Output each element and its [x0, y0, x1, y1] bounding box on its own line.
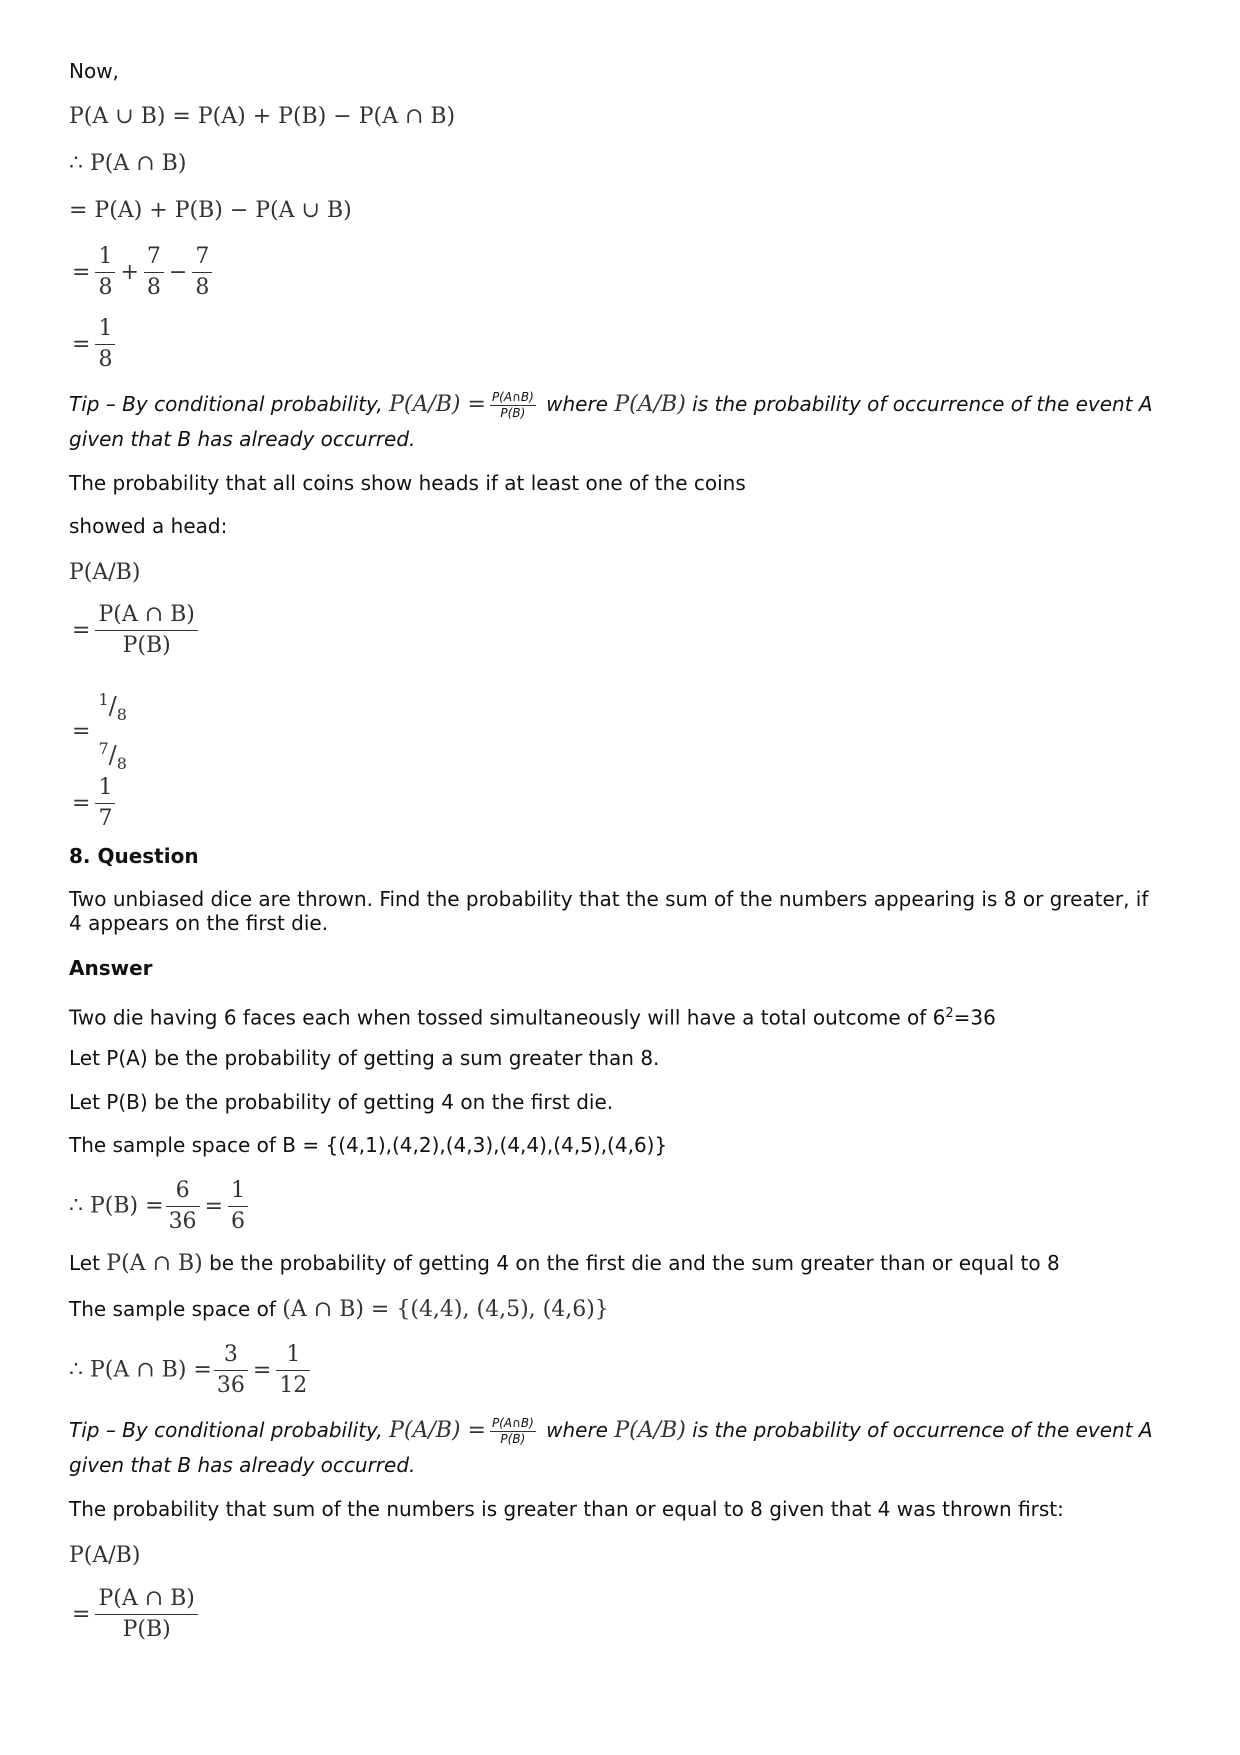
pa-definition: Let P(A) be the probability of getting a sum greater than 8. [69, 1046, 660, 1070]
tip-line-2: given that B has already occurred. [69, 427, 416, 451]
fraction: $\frac{1}{7}$ [95, 773, 115, 834]
sample-space-intersection: The sample space of (A ∩ B) = {(4,4), (4,5), (4,6)} [69, 1297, 609, 1322]
intersection-formula: = P(A) + P(B) − P(A ∪ B) [69, 198, 352, 223]
pab-equation: ∴ P(A ∩ B) = $\frac{3}{36}$ = $\frac{1}{12}$ [69, 1340, 312, 1401]
fraction: $\frac{1}{12}$ [276, 1340, 310, 1401]
fraction: $\frac{7}{8}$ [192, 242, 212, 303]
pb-equation: ∴ P(B) = $\frac{6}{36}$ = $\frac{1}{6}$ [69, 1176, 250, 1237]
tip-line: Tip – By conditional probability, P(A/B) = $\frac{P(A\cap B)}{P(B)}$ where P(A/B) is the probability of occurrence of the event A [69, 390, 1153, 420]
tip-line-q8: Tip – By conditional probability, P(A/B) = $\frac{P(A\cap B)}{P(B)}$ where P(A/B) is the probability of occurrence of the event A [69, 1416, 1153, 1446]
outcome-text: Two die having 6 faces each when tossed simultaneously will have a total outcome of $6^2=36$ [69, 1005, 996, 1030]
sample-space-b: The sample space of B = {(4,1),(4,2),(4,3),(4,4),(4,5),(4,6)} [69, 1133, 668, 1157]
fraction: $\frac{6}{36}$ [166, 1176, 200, 1237]
question-text-1: Two unbiased dice are thrown. Find the probability that the sum of the numbers appearing is 8 or greater, if [69, 887, 1149, 911]
fraction: $\frac{P(A \cap B)}{P(B)}$ [95, 600, 197, 661]
union-formula: P(A ∪ B) = P(A) + P(B) − P(A ∩ B) [69, 104, 456, 129]
fraction: $\frac{1}{6}$ [228, 1176, 248, 1237]
fraction: $\frac{7}{8}$ [144, 242, 164, 303]
ratio-line: = $\frac{P(A \cap B)}{P(B)}$ [69, 600, 200, 661]
slash-fraction-line: = $^1/_8$ $^7/_8$ [69, 683, 132, 781]
probability-text-1: The probability that all coins show heads if at least one of the coins [69, 471, 746, 495]
therefore-intersection: ∴ P(A ∩ B) [69, 151, 187, 176]
fraction-result-line: = $\frac{1}{8}$ [69, 314, 117, 375]
probability-text-q8: The probability that sum of the numbers is greater than or equal to 8 given that 4 was thrown first: [69, 1497, 1064, 1521]
compound-fraction: $^1/_8$ $^7/_8$ [98, 690, 127, 773]
answer-heading: Answer [69, 956, 153, 980]
fraction: $\frac{3}{36}$ [214, 1340, 248, 1401]
probability-text-2: showed a head: [69, 514, 228, 538]
let-intersection: Let P(A ∩ B) be the probability of getting 4 on the first die and the sum greater than or equal to 8 [69, 1251, 1060, 1276]
fraction: $\frac{P(A \cap B)}{P(B)}$ [95, 1584, 197, 1645]
tip-line-2-q8: given that B has already occurred. [69, 1453, 416, 1477]
fraction-sum-line: = $\frac{1}{8}$ + $\frac{7}{8}$ − $\frac{7}{8}$ [69, 242, 214, 303]
tip-fraction: $\frac{P(A\cap B)}{P(B)}$ [491, 1416, 534, 1446]
conditional-pab-q8: P(A/B) [69, 1543, 141, 1568]
fraction: $\frac{1}{8}$ [95, 314, 115, 375]
ratio-line-q8: = $\frac{P(A \cap B)}{P(B)}$ [69, 1584, 200, 1645]
pb-definition: Let P(B) be the probability of getting 4 on the first die. [69, 1090, 614, 1114]
question-text-2: 4 appears on the first die. [69, 911, 329, 935]
tip-fraction: $\frac{P(A\cap B)}{P(B)}$ [491, 390, 534, 420]
fraction: $\frac{1}{8}$ [95, 242, 115, 303]
final-result-line: = $\frac{1}{7}$ [69, 773, 117, 834]
conditional-pab: P(A/B) [69, 560, 141, 585]
question-heading: 8. Question [69, 844, 199, 868]
now-label: Now, [69, 59, 119, 83]
